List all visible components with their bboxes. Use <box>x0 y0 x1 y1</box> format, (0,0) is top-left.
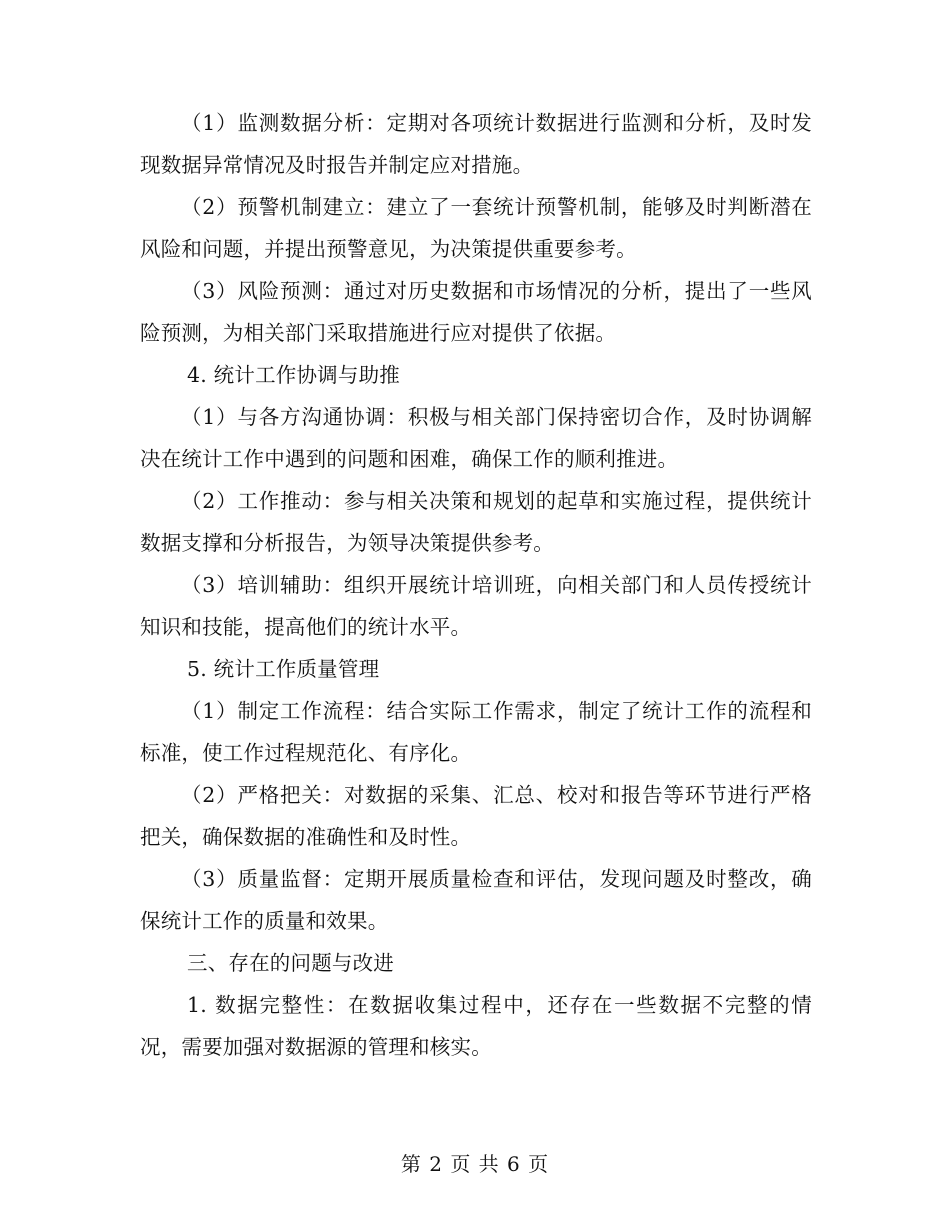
paragraph-monitoring-analysis: （1）监测数据分析：定期对各项统计数据进行监测和分析，及时发现数据异常情况及时报告并制定应对措施。 <box>140 111 812 177</box>
paragraph-training: （3）培训辅助：组织开展统计培训班，向相关部门和人员传授统计知识和技能，提高他们的统计水平。 <box>140 573 812 639</box>
section-heading-problems: 三、存在的问题与改进 <box>187 951 394 975</box>
page-number-footer: 第 2 页 共 6 页 <box>400 1152 550 1176</box>
section-heading-quality: 5. 统计工作质量管理 <box>187 657 380 681</box>
paragraph-data-integrity: 1. 数据完整性：在数据收集过程中，还存在一些数据不完整的情况，需要加强对数据源的管理和核实。 <box>140 993 812 1059</box>
paragraph-strict-check: （2）严格把关：对数据的采集、汇总、校对和报告等环节进行严格把关，确保数据的准确性和及时性。 <box>140 783 812 849</box>
paragraph-risk-forecast: （3）风险预测：通过对历史数据和市场情况的分析，提出了一些风险预测，为相关部门采取措施进行应对提供了依据。 <box>140 279 812 345</box>
paragraph-work-promotion: （2）工作推动：参与相关决策和规划的起草和实施过程，提供统计数据支撑和分析报告，为领导决策提供参考。 <box>140 489 812 555</box>
paragraph-quality-supervision: （3）质量监督：定期开展质量检查和评估，发现问题及时整改，确保统计工作的质量和效果。 <box>140 867 812 933</box>
section-heading-coordination: 4. 统计工作协调与助推 <box>187 363 400 387</box>
paragraph-warning-mechanism: （2）预警机制建立：建立了一套统计预警机制，能够及时判断潜在风险和问题，并提出预警意见，为决策提供重要参考。 <box>140 195 812 261</box>
paragraph-communication: （1）与各方沟通协调：积极与相关部门保持密切合作，及时协调解决在统计工作中遇到的问题和困难，确保工作的顺利推进。 <box>140 405 812 471</box>
paragraph-workflow: （1）制定工作流程：结合实际工作需求，制定了统计工作的流程和标准，使工作过程规范化、有序化。 <box>140 699 812 765</box>
document-body <box>140 102 812 1068</box>
